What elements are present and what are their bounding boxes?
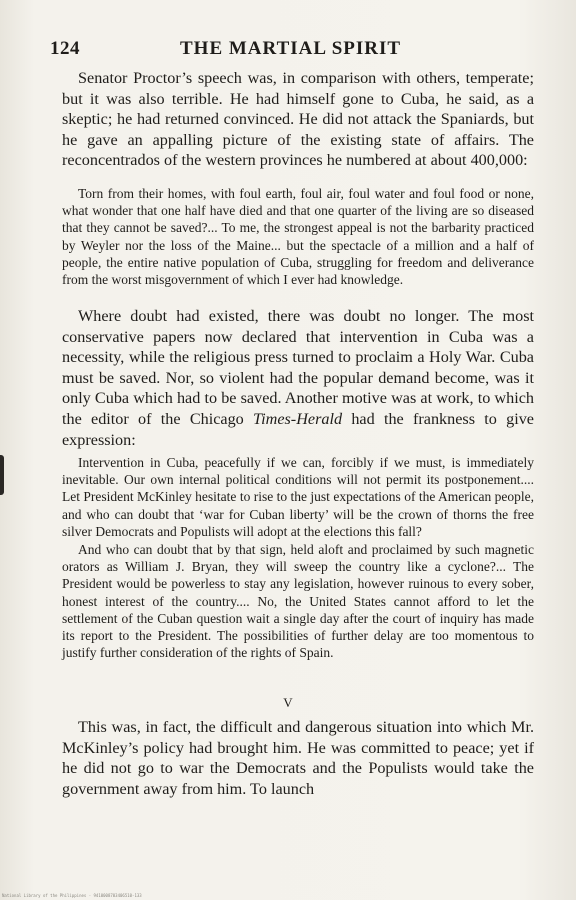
page-number: 124 (50, 38, 80, 59)
page-header (50, 38, 530, 62)
newspaper-name: Times-Herald (253, 409, 343, 428)
block-quote-times-herald-2: And who can doubt that by that sign, held aloft and proclaimed by such magnetic orators as William J. Bryan, they will sweep the country like a cyclone?... The President would be powerless to stay any legislation, however ruinous to every sober, honest interest of the country.... No, the United States cannot afford to let the settlement of the Cuban question wait a single day after the court of inquiry has made its report to the President. The possibilities of further delay are too momentous to justify further consideration of the rights of Spain. (62, 542, 534, 661)
block-quote-times-herald-1: Intervention in Cuba, peacefully if we can, forcibly if we must, is immediately inevitable. Our own internal political conditions will not permit its postponement.... Let President McKinley hesitate to rise to the just expectations of the American people, and who can doubt that ‘war for Cuban liberty’ will be the crown of thorns the free silver Democrats and Populists will adopt at the elections this fall? (62, 455, 534, 539)
paragraph-text: Where doubt had existed, there was doubt no longer. The most conservative papers now declared that intervention in Cuba was a necessity, while the religious press turned to proclaim a Holy War. Cuba must be saved. Nor, so violent had the popular demand become, was it only Cuba which had to be saved. Another motive was at work, to which the editor of the Chicago (62, 307, 534, 428)
scan-footer: National Library of the Philippines · 9410008703406510-133 (2, 893, 142, 898)
paragraph-text: had the frankness to give expression: (62, 409, 534, 449)
paragraph-proctor-speech: Senator Proctor’s speech was, in comparison with others, temperate; but it was also terrible. He had himself gone to Cuba, he said, as a skeptic; he had returned convinced. He did not attack the Spaniards, but he gave an appalling picture of the existing state of affairs. The reconcentrados of the western provinces he numbered at about 400,000: (62, 69, 534, 170)
paragraph-difficult-situation: This was, in fact, the difficult and dangerous situation into which Mr. McKinley’s policy had brought him. He was committed to peace; yet if he did not go to war the Democrats and the Populists would take the government away from him. To launch (62, 718, 534, 798)
paragraph-doubt-no-longer (62, 306, 534, 450)
block-quote-proctor: Torn from their homes, with foul earth, foul air, foul water and foul food or none, what wonder that one half have died and that one quarter of the living are so diseased that they cannot be saved?... To me, the strongest appeal is not the barbarity practiced by Weyler nor the loss of the Maine... but the spectacle of a million and a half of people, the entire native population of Cuba, struggling for freedom and deliverance from the worst misgovernment of which I ever had knowledge. (62, 186, 534, 288)
section-number: V (283, 695, 293, 710)
running-head: THE MARTIAL SPIRIT (180, 38, 402, 59)
page-edge-mark (0, 455, 4, 495)
